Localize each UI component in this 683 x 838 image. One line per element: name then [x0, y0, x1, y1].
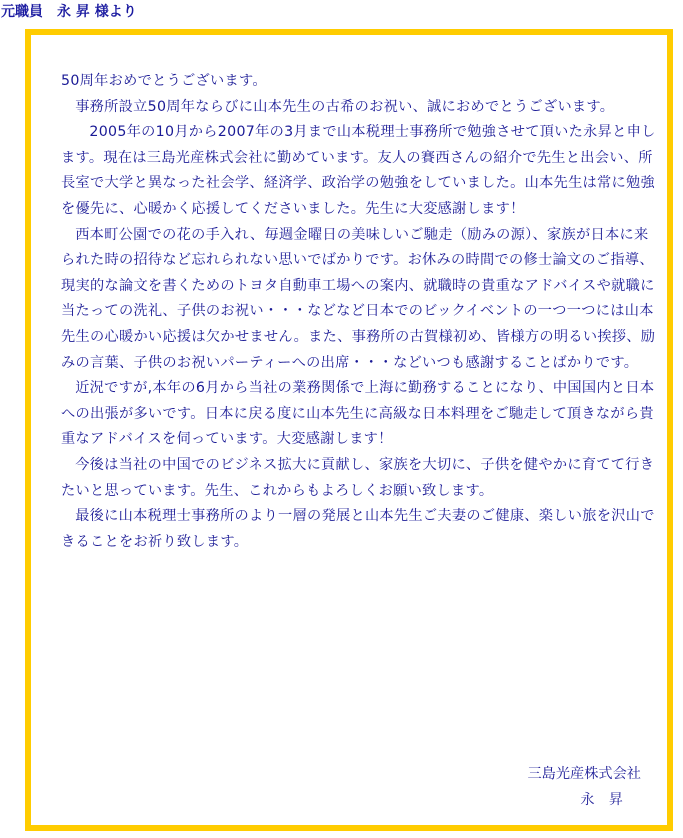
letter-paragraph-current-status: 近況ですが,本年の6月から当社の業務関係で上海に勤務することになり、中国国内と日本への出張が多いです。日本に戻る度に山本先生に高級な日本料理をご馳走して頂きながら貴重なアドバイスを伺っています。大変感謝します！ [61, 380, 655, 448]
letter-header-sender: 元職員 永 昇 様より [1, 4, 137, 20]
letter-paragraph-congratulations: 事務所設立50周年ならびに山本先生の古希のお祝い、誠におめでとうございます。 [75, 98, 615, 115]
letter-body [61, 69, 657, 555]
letter-signature [527, 761, 641, 813]
letter-paragraph-greeting: 50周年おめでとうございます。 [61, 73, 267, 89]
signature-company: 三島光産株式会社 [527, 766, 641, 782]
letter-paragraph-memories: 西本町公園での花の手入れ、毎週金曜日の美味しいご馳走（励みの源）、家族が日本に来られた時の招待など忘れられない思いでばかりです。お休みの時間での修士論文のご指導、現実的な論文を書くためのトヨタ自動車工場への案内、就職時の貴重なアドバイスや就職に当たっての洗礼、子供のお祝い・・・などなど日本でのビックイベントの一つ一つには山本先生の心暖かい応援は欠かせません。また、事務所の古賀様初め、皆様方の明るい挨拶、励みの言葉、子供のお祝いパーティーへの出席・・・などいつも感謝することばかりです。 [61, 226, 656, 371]
letter-frame [25, 29, 673, 831]
letter-paragraph-closing: 最後に山本税理士事務所のより一層の発展と山本先生ご夫妻のご健康、楽しい旅を沢山できることをお祈り致します。 [61, 508, 655, 550]
signature-name: 永 昇 [580, 792, 623, 808]
letter-paragraph-introduction: 2005年の10月から2007年の3月まで山本税理士事務所で勉強させて頂いた永昇と申します。現在は三島光産株式会社に勤めています。友人の賽西さんの紹介で先生と出会い、所長室で大学と異なった社会学、経済学、政治学の勉強をしていました。山本先生は常に勉強を優先に、心暖かく応援してくださいました。先生に大変感謝します！ [61, 124, 656, 217]
letter-paragraph-future: 今後は当社の中国でのビジネス拡大に貢献し、家族を大切に、子供を健やかに育てて行きたいと思っています。先生、これからもよろしくお願い致します。 [61, 456, 655, 499]
